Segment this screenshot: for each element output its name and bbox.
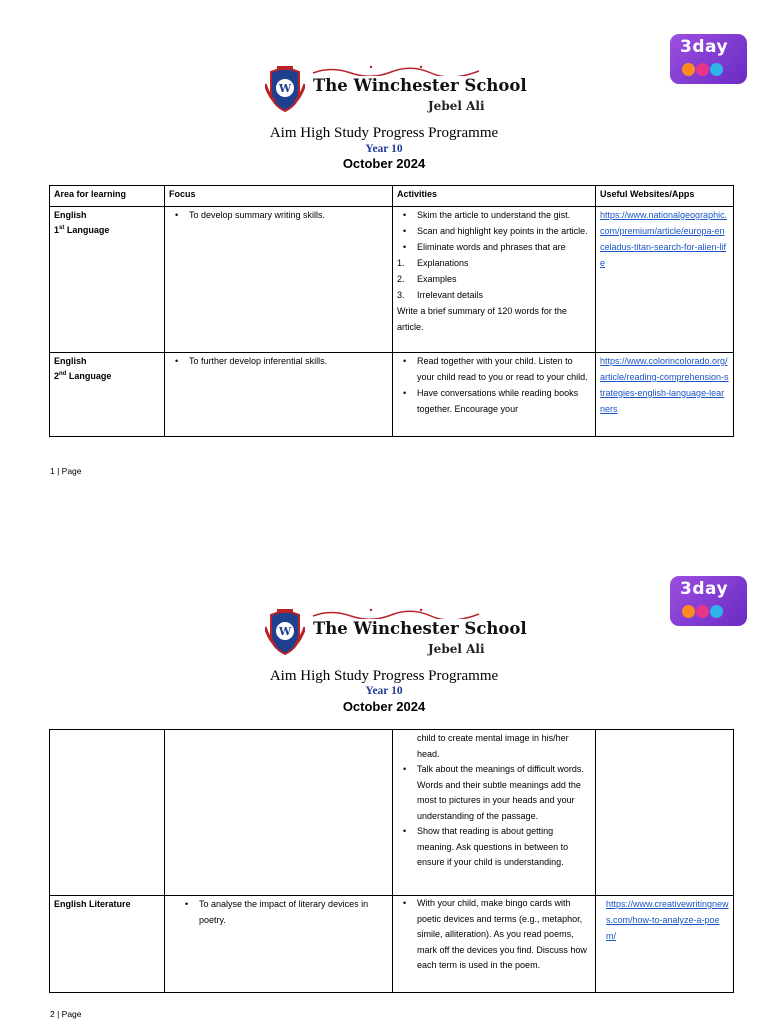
activities-cell [393,353,596,437]
area-cell: English Literature [50,896,165,993]
header-area: Area for learning [50,186,165,207]
month-label: October 2024 [342,699,426,714]
school-location: Jebel Ali [428,642,485,656]
school-crest-icon [265,609,305,655]
website-link[interactable]: https://www.creativewritingnews.com/how-to-analyze-a-poem/ [606,899,729,941]
focus-cell: • To further develop inferential skills. [165,353,393,437]
table-row [50,896,734,993]
month-label: October 2024 [342,156,426,171]
area-cell: English 2nd Language [50,353,165,437]
continued-text: child to create mental image in his/her head. [417,733,569,759]
focus-cell: • To develop summary writing skills. [165,207,393,353]
table-row [50,207,734,353]
area-cell: English 1st Language [50,207,165,353]
list-item: • Show that reading is about getting meaning. Ask questions in between to ensure if your child is understanding. [397,824,591,871]
page-number: 2 | Page [50,1009,82,1019]
header-websites: Useful Websites/Apps [596,186,734,207]
3day-badge: 3day [670,34,747,84]
school-location: Jebel Ali [428,99,485,113]
programme-title: Aim High Study Progress Programme [269,668,499,684]
list-item: • With your child, make bingo cards with poetic devices and terms (e.g., metaphor, simile, alliteration). As you read poems, mark off the devices you find. Discuss how each term is used in the poem. [397,896,591,974]
websites-cell [596,353,734,437]
badge-dot-blue [710,63,723,76]
school-name: The Winchester School [313,76,527,95]
list-item: • Talk about the meanings of difficult words. Words and their subtle meanings add the most to pictures in your heads and your understanding of the passage. [397,762,591,824]
school-logo [265,609,527,667]
badge-dot-orange [682,605,695,618]
activities-cell [393,896,596,993]
website-link[interactable]: https://www.colorincolorado.org/article/reading-comprehension-strategies-english-language-learners [600,356,729,414]
website-link[interactable]: https://www.nationalgeographic.com/premium/article/europa-enceladus-titan-search-for-alien-life [600,210,728,268]
websites-cell [596,207,734,353]
school-name: The Winchester School [313,619,527,638]
programme-title: Aim High Study Progress Programme [269,125,499,141]
focus-cell [165,730,393,896]
list-item: • Eliminate words and phrases that are [397,239,591,255]
websites-cell [596,730,734,896]
list-item: 3. Irrelevant details [397,290,484,300]
page-2 [0,543,768,1024]
school-logo [265,66,527,124]
list-item: • Scan and highlight key points in the article. [397,223,591,239]
list-item: • Have conversations while reading books together. Encourage your [397,385,591,417]
list-item: • Read together with your child. Listen to your child read to you or read to your child. [397,353,591,385]
learning-table-continued [49,729,734,993]
area-cell [50,730,165,896]
list-item: 1. Explanations [397,258,469,268]
3day-badge: 3day [670,576,747,626]
badge-dot-pink [696,63,709,76]
activities-cell [393,730,596,896]
table-row [50,353,734,437]
list-item: 2. Examples [397,274,457,284]
header-focus: Focus [165,186,393,207]
header-activities: Activities [393,186,596,207]
activities-cell [393,207,596,353]
focus-cell: • To analyse the impact of literary devices in poetry. [165,896,393,993]
list-item: • Skim the article to understand the gist. [397,207,591,223]
svg-text:W: W [278,625,292,638]
year-label: Year 10 [365,143,403,155]
table-row [50,730,734,896]
arabic-name [311,64,481,76]
table-header-row [50,186,734,207]
learning-table [49,185,734,437]
websites-cell [596,896,734,993]
arabic-name [311,607,481,619]
summary-instruction: Write a brief summary of 120 words for the article. [397,306,567,332]
svg-text:W: W [278,82,292,95]
badge-dot-orange [682,63,695,76]
year-label: Year 10 [365,685,403,697]
school-crest-icon [265,66,305,112]
page-number: 1 | Page [50,466,82,476]
badge-dot-pink [696,605,709,618]
badge-dot-blue [710,605,723,618]
